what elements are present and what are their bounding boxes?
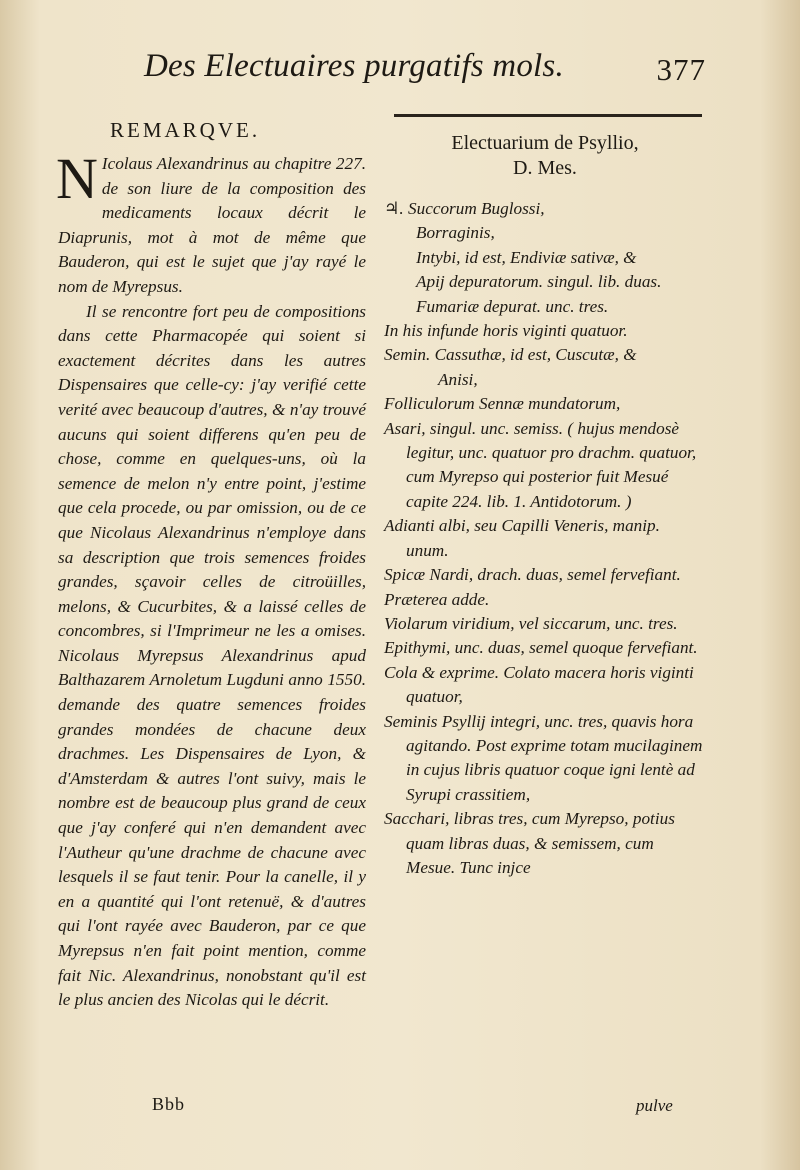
recipe-line: Semin. Cassuthæ, id est, Cuscutæ, & [384,345,637,365]
recipe-line: Adianti albi, seu Capilli Veneris, manip. unum. [384,516,660,560]
recipe-line: Sacchari, libras tres, cum Myrepso, potius quam libras duas, & semissem, cum Mesue. Tunc injce [384,809,675,877]
recipe-line: Folliculorum Sennæ mundatorum, [384,394,621,414]
recipe-line: Seminis Psyllij integri, unc. tres, quavis hora agitando. Post exprime totam mucilaginem in cujus libris quatuor coque igni lentè ad Syrupi crassitiem, [384,711,703,804]
remark-paragraph-1 [56,146,366,300]
recipe-title [384,131,706,181]
right-column [384,112,706,880]
recipe-line: Violarum viridium, vel siccarum, unc. tres. [384,613,678,633]
recipe-title-line-2: D. Mes. [513,157,577,179]
remark-paragraph-2: Il se rencontre fort peu de compositions dans cette Pharmacopée qui soient si exactement décrites dans les autres Dispensaires que celle-cy: j'ay verifié cette verité avec beaucoup d'autres, & n'ay trouvé aucuns qui soient differens qu'en peu de chose, comme en quelques-uns, où la semence de melon n'y entre point, j'estime que cela procede, ou par omission, ou de ce que Nicolaus Alexandrinus n'employe dans sa description que trois semences froides grandes, sçavoir celles de citroüilles, melons, & Cucurbites, & a laissé celles de concombres, si l'Imprimeur ne les a omises. Nicolaus Myrepsus Alexandrinus apud Balthazarem Arnoletum Lugduni anno 1550. demande des quatre semences froides grandes mondées de chacune deux drachmes. Les Dispensaires de Lyon, & d'Amsterdam & autres l'ont suivy, mais le nombre est de beaucoup plus grand de ceux que j'ay conferé qui n'en demandent avec l'Autheur qu'une drachme de chacune avec lesquels il se faut tenir. Pour la canelle, il y en a quantité qui l'ont retenuë, & d'autres qui l'ont rayée avec Bauderon, par ce que Myrepsus n'en fait point mention, comme fait Nic. Alexandrinus, nonobstant qu'il est le plus ancien des Nicolas qui le décrit. [58,301,366,1010]
running-title: Des Electuaires purgatifs mols. [144,48,564,84]
recipe-line: Fumariæ depurat. unc. tres. [416,296,609,316]
page-header [140,48,720,98]
column-rule [394,114,702,117]
paragraph-1-text: Icolaus Alexandrinus au chapitre 227. de son liure de la composition des medicaments locaux décrit le Diaprunis, mot à mot de même que Bauderon, qui est le sujet que j'ay rayé le nom de Myrepsus. [58,154,366,296]
page-number: 377 [656,52,706,87]
signature-mark: Bbb [152,1094,186,1114]
recipe-line: Spicæ Nardi, drach. duas, semel fervefiant. [384,565,681,585]
recipe-line: In his infunde horis viginti quatuor. [384,321,628,341]
catchword: pulve [636,1096,673,1115]
recipe-line: Epithymi, unc. duas, semel quoque fervefiant. [384,638,698,658]
recipe-title-line-1: Electuarium de Psyllio, [451,132,639,154]
recipe-line: Borraginis, [416,223,495,243]
recipe-line: Anisi, [438,369,478,389]
recipe-line: Asari, singul. unc. semiss. ( hujus mendosè legitur, unc. quatuor pro drachm. quatuor, cum Myrepso qui posterior fuit Mesué capite 224. lib. 1. Antidotorum. ) [384,418,697,511]
recipe-ingredients [384,197,706,880]
left-column [58,112,366,1013]
remark-heading: REMARQVE. [110,118,261,142]
recipe-line: Præterea adde. [384,589,490,609]
recipe-line: Apij depuratorum. singul. lib. duas. [416,272,662,292]
remark-text [56,146,366,1013]
recipe-line: Intybi, id est, Endiviæ sativæ, & [416,247,637,267]
recipe-line: ♃. Succorum Buglossi, [384,199,545,218]
drop-cap: N [56,146,98,211]
recipe-line: Cola & exprime. Colato macera horis viginti quatuor, [384,662,694,707]
